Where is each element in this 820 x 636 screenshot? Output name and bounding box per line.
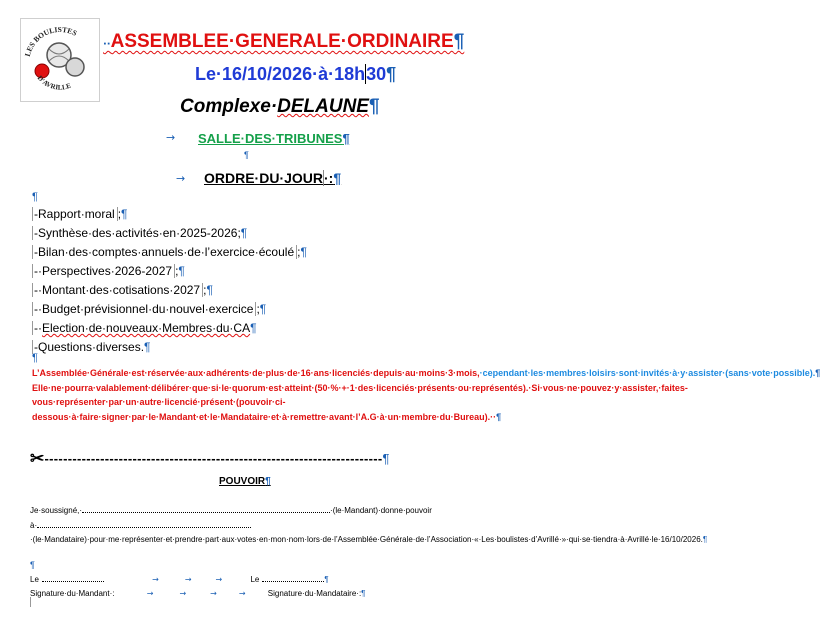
pilcrow-icon: ¶	[32, 191, 38, 203]
tab-marker-icon: ··	[103, 39, 111, 50]
agenda-item: -·Election·de·nouveaux·Membres·du·CA¶	[34, 321, 257, 335]
agenda-item: -Synthèse·des·activités·en·2025-2026;¶	[34, 226, 248, 240]
agenda-item: -·Montant·des·cotisations·2027 ;¶	[34, 283, 213, 297]
signature-row: Signature·du·Mandant·: → → → → Signature·du·Mandataire·:¶	[30, 589, 366, 598]
agenda-item: -·Budget·prévisionnel·du·nouvel·exercice ;¶	[34, 302, 267, 316]
boule-icon	[66, 58, 84, 76]
pilcrow-icon: ¶	[368, 96, 380, 117]
agenda-item: -·Perspectives·2026-2027 ;¶	[34, 264, 185, 278]
notice-paragraph: L’Assemblée·Générale·est·réservée·aux·adhérents·de·plus·de·16·ans·licenciés·depuis·au·moins·3·mois,·cependant·les·membres·loisirs·sont·invités·à·y·assister·(sans·vote·possible).¶ Elle·ne·pourra·valablement·délibérer·que·si·le·quorum·est·atteint·(50·%·+·1·des·licenciés·présents·ou·représentés).·Si·vous·ne·pouvez·y·assister,·faites-vous·représenter·par·un·autre·licencié·présent·(pouvoir·ci-dessous·à·faire·signer·par·le·Mandant·et·le·Mandataire·et·à·remettre·avant·l’A.G·à·un·membre·du·Bureau).··¶	[32, 368, 820, 422]
agenda-title: ORDRE·DU·JOUR·:¶	[204, 170, 342, 186]
logo-text-bottom: D'AVRILLE	[35, 74, 73, 92]
pilcrow-icon: ¶	[453, 31, 465, 52]
logo-text-top: LES BOULISTES	[22, 24, 79, 58]
pilcrow-icon: ¶	[342, 131, 350, 146]
scissors-icon: ✂	[30, 449, 45, 468]
club-logo	[20, 18, 100, 102]
pilcrow-icon: ¶	[32, 352, 38, 364]
pilcrow-icon: ¶	[382, 451, 390, 466]
mandant-name-field[interactable]	[82, 504, 330, 513]
agenda-list	[32, 205, 307, 357]
cut-line: ✂-------------------------------------------------------------------------¶	[30, 449, 390, 468]
pilcrow-icon: ¶	[386, 64, 397, 84]
tab-arrow-icon: →	[166, 131, 176, 144]
meeting-venue: Complexe·DELAUNE¶	[180, 96, 380, 117]
pilcrow-icon: ¶	[333, 170, 342, 186]
date-field-mandataire[interactable]	[262, 573, 324, 582]
document-title: ··ASSEMBLEE·GENERALE·ORDINAIRE¶	[103, 31, 465, 52]
pilcrow-icon: ¶	[244, 150, 249, 160]
meeting-date: Le·16/10/2026·à·18h30¶	[195, 64, 397, 84]
agenda-item: -Bilan·des·comptes·annuels·de·l’exercice·écoulé ;¶	[34, 245, 307, 259]
date-row: Le → → → Le ¶	[30, 575, 329, 584]
cursor-marker	[30, 597, 34, 607]
pilcrow-icon: ¶	[30, 560, 35, 570]
room-name: SALLE·DES·TRIBUNES¶	[198, 131, 350, 146]
agenda-item: -Rapport·moral ;¶	[34, 207, 128, 221]
mandataire-name-field[interactable]	[37, 519, 251, 528]
proxy-form-text: Je·soussigné,· ·(le·Mandant)·donne·pouvoir à··(le·Mandataire)·pour·me·représenter·et·prendre·part·aux·votes·en·mon·nom·lors·de·l’Assemblée·Générale·de·l’Association·«·Les·boulistes·d’Avrillé·»·qui·se·tiendra·à·Avrillé·le·16/10/2026.¶	[30, 506, 708, 545]
tab-arrow-icon: →	[176, 172, 186, 185]
date-field-mandant[interactable]	[42, 573, 104, 582]
pouvoir-title: POUVOIR¶	[219, 476, 271, 487]
boules-logo-graphic	[21, 19, 99, 101]
pilcrow-icon: ¶	[265, 476, 271, 487]
agenda-item: -Questions·diverses.¶	[34, 340, 151, 354]
